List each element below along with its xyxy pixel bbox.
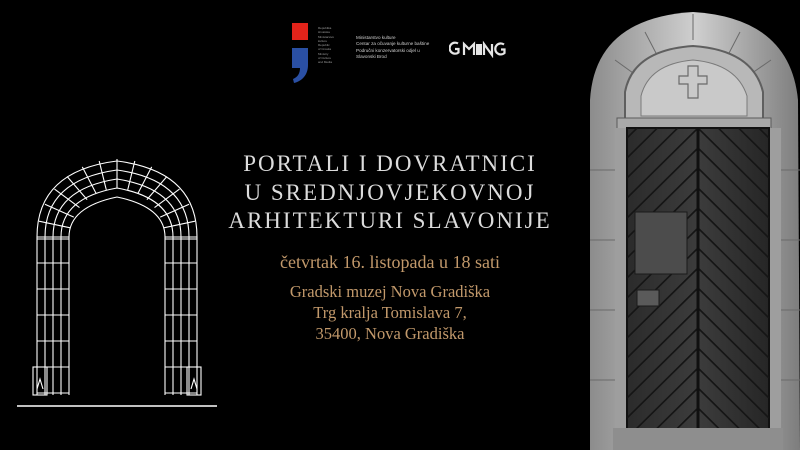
- ministry-fine-line: Hrvatska: [318, 30, 330, 35]
- ministry-line: Centar za očuvanje kulturne baštine: [356, 41, 430, 47]
- title-line-2: U SREDNJOVJEKOVNOJ: [244, 179, 536, 205]
- event-title: [210, 150, 570, 236]
- museum-logo-icon: [449, 40, 515, 58]
- ministry-fine-line: Ministry: [318, 51, 329, 56]
- ministry-line: Slavonski Brod: [356, 54, 387, 60]
- event-venue: [200, 281, 580, 344]
- ministry-line: Ministarstvo kulture: [356, 35, 396, 40]
- title-line-1: PORTALI I DOVRATNICI: [243, 151, 537, 176]
- ministry-fine-line: Republic: [318, 43, 330, 48]
- medieval-portal-door-photo-icon: [585, 0, 800, 450]
- venue-name: Gradski muzej Nova Gradiška: [289, 282, 491, 301]
- ministry-fine-line: kulture: [318, 38, 328, 43]
- ministry-logo-icon: [290, 23, 310, 83]
- ministry-fine-line: of Culture: [318, 56, 332, 61]
- ministry-line: Područni konzervatorski odjel u: [356, 47, 420, 53]
- ministry-fine-print: [318, 26, 344, 65]
- event-date: četvrtak 16. listopada u 18 sati: [280, 252, 500, 272]
- ministry-text: [356, 35, 446, 61]
- venue-street: Trg kralja Tomislava 7,: [313, 303, 467, 322]
- gothic-arch-line-drawing-icon: [17, 155, 217, 415]
- ministry-fine-line: Ministarstvo: [318, 34, 335, 39]
- ministry-fine-line: and Media: [318, 60, 333, 65]
- ministry-fine-line: of Croatia: [318, 47, 332, 52]
- venue-city: 35400, Nova Gradiška: [315, 324, 465, 343]
- title-line-3: ARHITEKTURI SLAVONIJE: [228, 208, 552, 233]
- ministry-fine-line: Republika: [318, 26, 332, 30]
